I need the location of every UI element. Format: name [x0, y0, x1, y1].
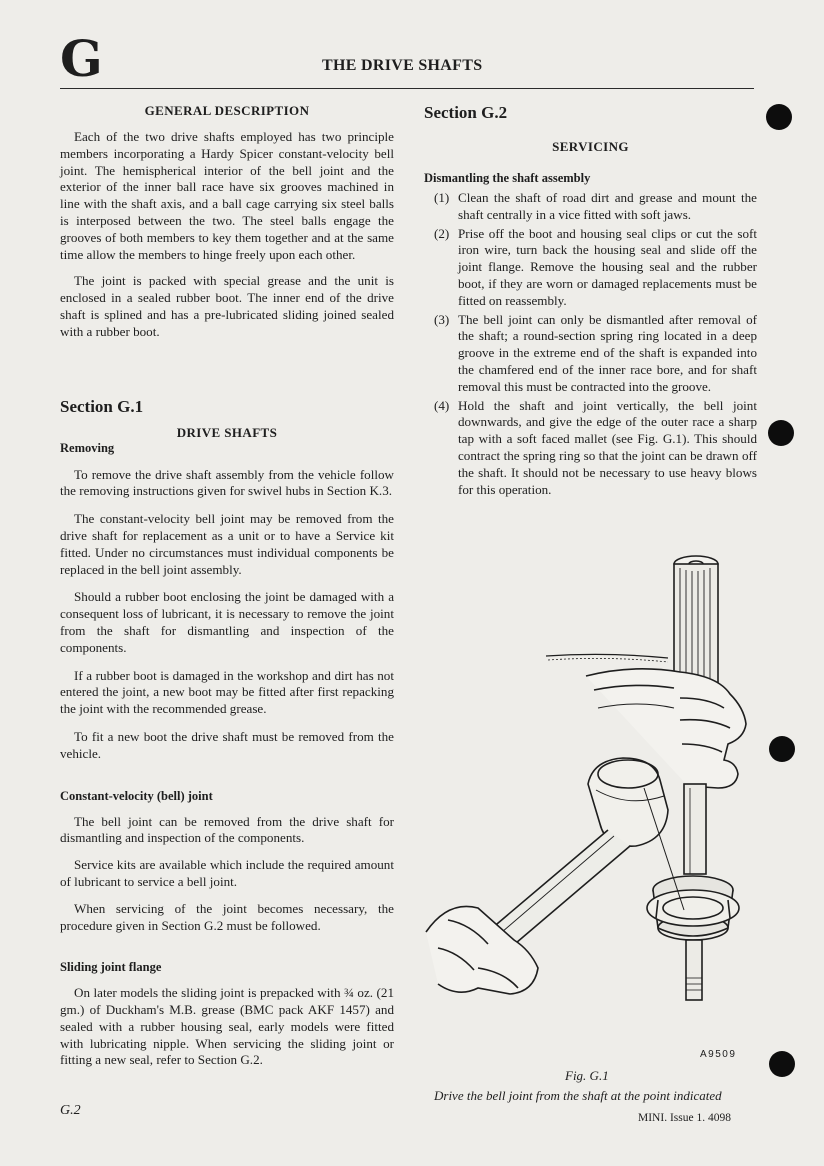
- figure-caption: Drive the bell joint from the shaft at the point indicated: [434, 1088, 722, 1103]
- drive-shaft-illustration: [418, 548, 758, 1018]
- sliding-joint-paragraph: On later models the sliding joint is prepacked with ¾ oz. (21 gm.) of Duckham's M.B. grease (BMC pack AKF 1457) and sealed with a rubber housing seal, early models were fitted with lubricating nipple. When servicing the sliding joint or fitting a new seal, refer to Section G.2.: [60, 985, 394, 1068]
- issue-info: MINI. Issue 1. 4098: [638, 1112, 731, 1124]
- step-number: (2): [434, 225, 450, 241]
- list-item: [424, 190, 757, 224]
- cv-joint-heading: Constant-velocity (bell) joint: [60, 788, 213, 803]
- step-number: (3): [434, 311, 450, 327]
- list-item: [424, 226, 757, 310]
- section-g1-heading: Section G.1: [60, 396, 144, 416]
- cv-joint-paragraph: The bell joint can be removed from the drive shaft for dismantling and inspection of the components.: [60, 813, 394, 846]
- drive-shafts-heading: DRIVE SHAFTS: [176, 424, 278, 440]
- chapter-letter: G: [60, 29, 103, 88]
- list-item: [424, 312, 757, 396]
- left-column: [60, 103, 394, 1069]
- removing-paragraph: Should a rubber boot enclosing the joint be damaged with a consequent loss of lubricant, it is necessary to remove the joint from the shaft for dismantling and inspection of the components.: [60, 589, 394, 655]
- sliding-joint-heading: Sliding joint flange: [60, 960, 162, 975]
- step-text: Prise off the boot and housing seal clips or cut the soft iron wire, turn back the housing seal and slide off the joint flange. Remove the housing seal and the rubber boot, if they are worn or damaged replacements must be fitted on reassembly.: [458, 225, 757, 308]
- removing-paragraph: If a rubber boot is damaged in the workshop and dirt has not entered the joint, a new boot may be fitted after first repacking the joint with the recommended grease.: [60, 667, 394, 717]
- removing-paragraph: To remove the drive shaft assembly from the vehicle follow the removing instructions given for swivel hubs in Section K.3.: [60, 466, 394, 499]
- page-title: THE DRIVE SHAFTS: [322, 57, 483, 74]
- figure-label: Fig. G.1: [565, 1068, 609, 1083]
- removing-heading: Removing: [60, 440, 115, 455]
- removing-paragraph: To fit a new boot the drive shaft must be removed from the vehicle.: [60, 728, 394, 761]
- general-description-heading: GENERAL DESCRIPTION: [144, 103, 310, 118]
- section-g2-heading: Section G.2: [424, 103, 508, 122]
- binder-hole-bottom: [769, 1051, 795, 1077]
- binder-hole-lower-mid: [769, 736, 795, 762]
- cv-joint-paragraph: When servicing of the joint becomes necessary, the procedure given in Section G.2 must be followed.: [60, 900, 394, 933]
- page-number: G.2: [60, 1103, 81, 1118]
- step-text: Hold the shaft and joint vertically, the bell joint downwards, and give the edge of the outer race a sharp tap with a soft faced mallet (see Fig. G.1). This should contract the spring ring so that the joint can be drawn off the shaft. It should not be necessary to use heavy blows for this operation.: [458, 397, 757, 497]
- step-number: (4): [434, 397, 450, 413]
- step-text: Clean the shaft of road dirt and grease and mount the shaft centrally in a vice fitted with soft jaws.: [458, 190, 757, 222]
- binder-hole-upper-mid: [768, 420, 794, 446]
- right-column: [424, 103, 757, 498]
- figure-code: A9509: [700, 1049, 737, 1060]
- servicing-heading: SERVICING: [552, 139, 629, 154]
- list-item: [424, 398, 757, 499]
- step-text: The bell joint can only be dismantled after removal of the shaft; a round-section spring ring located in a deep groove in the extreme end of the shaft is expanded into the chamfered end of the inner race bore, and for shaft removal this must be contracted into the groove.: [458, 311, 757, 394]
- general-paragraph: Each of the two drive shafts employed has two principle members incorporating a Hardy Spicer constant-velocity bell joint. The hemispherical interior of the bell joint and the exterior of the inner ball race have six grooves machined in line with the shaft axis, and a ball cage carrying six steel balls is interposed between the two. The steel balls engage the grooves of both members to key them together and at the same time allow the members to hinge freely upon each other.: [60, 129, 394, 262]
- general-paragraph: The joint is packed with special grease and the unit is enclosed in a sealed rubber boot. The inner end of the drive shaft is splined and has a pre-lubricated sliding joined sealed with a rubber boot.: [60, 273, 394, 339]
- removing-paragraph: The constant-velocity bell joint may be removed from the drive shaft for replacement as a unit or to have a Service kit fitted. Under no circumstances must individual components be replaced in the bell joint assembly.: [60, 511, 394, 577]
- header-rule: [60, 88, 754, 89]
- step-number: (1): [434, 190, 450, 205]
- dismantling-heading: Dismantling the shaft assembly: [424, 171, 591, 185]
- cv-joint-paragraph: Service kits are available which include the required amount of lubricant to service a bell joint.: [60, 857, 394, 889]
- binder-hole-top: [766, 104, 792, 130]
